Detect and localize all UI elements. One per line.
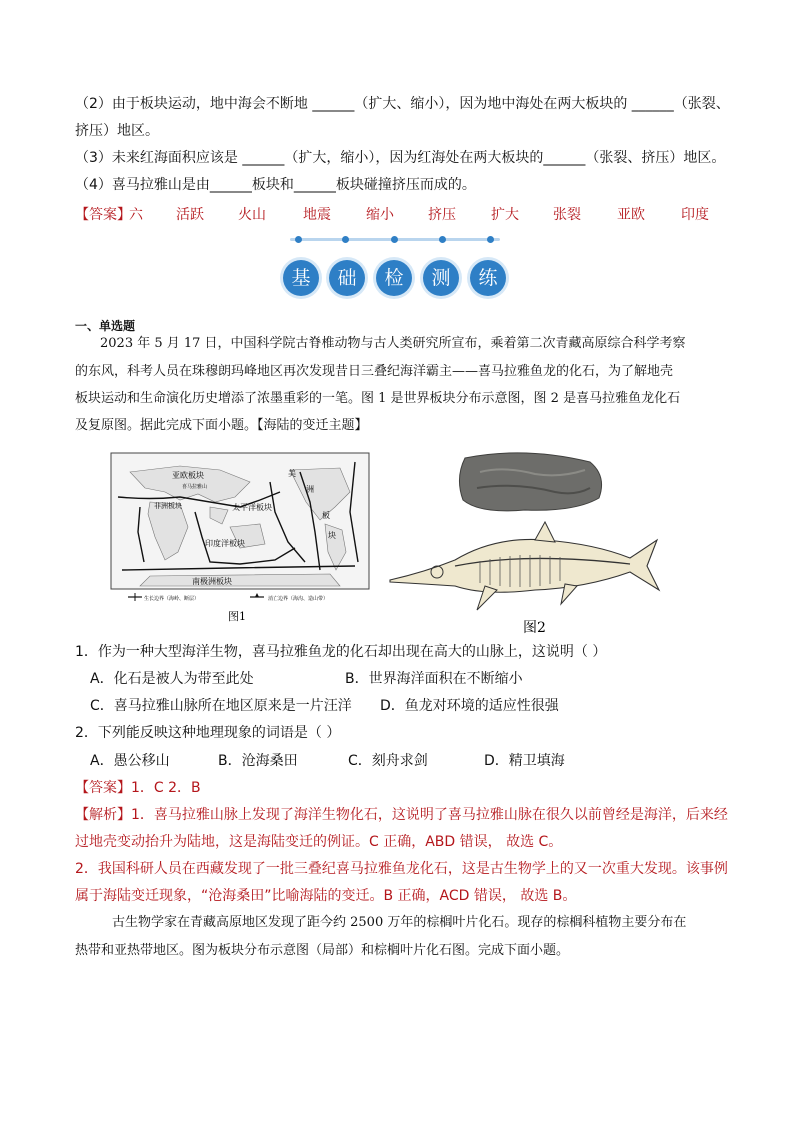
q2-line1: （2）由于板块运动，地中海会不断地 ______（扩大、缩小），因为地中海处在两大板块的 ______（张裂、 bbox=[75, 96, 730, 112]
title-char: 练 bbox=[470, 260, 506, 296]
q1-option-c: C．喜马拉雅山脉所在地区原来是一片汪洋 bbox=[90, 698, 352, 714]
legend-text: 消亡边界（海沟、造山带） bbox=[268, 596, 329, 602]
map-label: 美 bbox=[288, 469, 296, 478]
q2-option-a: A．愚公移山 bbox=[90, 753, 170, 769]
intro-line: 及复原图。据此完成下面小题。【海陆的变迁主题】 bbox=[75, 418, 368, 433]
divider-dot bbox=[342, 236, 349, 243]
intro-line: 板块运动和生命演化历史增添了浓墨重彩的一笔。图 1 是世界板块分布示意图，图 2 是喜马拉雅鱼龙化石 bbox=[75, 391, 681, 406]
answer-item: 缩小 bbox=[366, 207, 394, 223]
divider-dot bbox=[439, 236, 446, 243]
answer-label: 【答案】 bbox=[75, 207, 131, 223]
answer-item: 六 bbox=[129, 207, 143, 223]
map-label: 亚欧板块 bbox=[172, 471, 204, 480]
answer-key: 【答案】1．C 2．B bbox=[75, 780, 201, 796]
title-char: 检 bbox=[376, 260, 412, 296]
analysis-line-1 bbox=[75, 805, 728, 825]
analysis-line-4: 属于海陆变迁现象，“沧海桑田”比喻海陆的变迁。B 正确，ACD 错误， 故选 B。 bbox=[75, 888, 577, 904]
q2-option-b: B．沧海桑田 bbox=[218, 753, 298, 769]
map-label: 洲 bbox=[306, 485, 314, 494]
answer-item: 地震 bbox=[303, 207, 331, 223]
q1-option-b: B．世界海洋面积在不断缩小 bbox=[345, 671, 523, 687]
figure2-caption: 图2 bbox=[523, 620, 546, 636]
q1-stem: 1．作为一种大型海洋生物，喜马拉雅鱼龙的化石却出现在高大的山脉上，这说明（ ） bbox=[75, 644, 607, 660]
analysis-label: 【解析】 bbox=[75, 807, 131, 823]
figure1-plate-map bbox=[110, 452, 370, 624]
divider-dot bbox=[391, 236, 398, 243]
title-char: 础 bbox=[329, 260, 365, 296]
q2-option-d: D．精卫填海 bbox=[484, 753, 565, 769]
section-heading: 一、单选题 bbox=[75, 319, 136, 333]
map-label: 块 bbox=[328, 531, 336, 540]
answer-item: 挤压 bbox=[428, 207, 456, 223]
figure2-fossil-image bbox=[385, 448, 665, 638]
answer-item: 火山 bbox=[238, 207, 266, 223]
section-title-banner bbox=[280, 232, 510, 304]
intro2-line: 热带和亚热带地区。图为板块分布示意图（局部）和棕榈叶片化石图。完成下面小题。 bbox=[75, 943, 570, 958]
answer-item: 印度 bbox=[681, 207, 709, 223]
intro-line: 的东风，科考人员在珠穆朗玛峰地区再次发现昔日三叠纪海洋霸主——喜马拉雅鱼龙的化石，为了解地壳 bbox=[75, 364, 674, 379]
q2-option-c: C．刻舟求剑 bbox=[348, 753, 428, 769]
answer-row bbox=[75, 202, 735, 226]
analysis-text: 1．喜马拉雅山脉上发现了海洋生物化石，这说明了喜马拉雅山脉在很久以前曾经是海洋，后来经 bbox=[131, 807, 728, 823]
q3-text: （3）未来红海面积应该是 ______（扩大，缩小），因为红海处在两大板块的______（张裂、挤压）地区。 bbox=[75, 150, 726, 166]
q1-option-d: D．鱼龙对环境的适应性很强 bbox=[380, 698, 559, 714]
answer-item: 扩大 bbox=[491, 207, 519, 223]
analysis-line-2: 过地壳变动抬升为陆地，这是海陆变迁的例证。C 正确，ABD 错误， 故选 C。 bbox=[75, 834, 563, 850]
divider-dot bbox=[487, 236, 494, 243]
map-label: 太平洋板块 bbox=[232, 503, 272, 512]
map-label: 印度洋板块 bbox=[205, 539, 245, 548]
title-char: 测 bbox=[423, 260, 459, 296]
map-label: 板 bbox=[322, 511, 330, 520]
figure1-caption: 图1 bbox=[228, 610, 246, 623]
answer-item: 活跃 bbox=[176, 207, 204, 223]
q2-line2: 挤压）地区。 bbox=[75, 123, 159, 139]
map-label: 非洲板块 bbox=[154, 502, 182, 510]
divider-dot bbox=[295, 236, 302, 243]
intro-line: 2023 年 5 月 17 日，中国科学院古脊椎动物与古人类研究所宣布，乘着第二次青藏高原综合科学考察 bbox=[100, 336, 686, 351]
intro2-line: 古生物学家在青藏高原地区发现了距今约 2500 万年的棕榈叶片化石。现存的棕榈科植物主要分布在 bbox=[112, 915, 687, 930]
map-label: 喜马拉雅山 bbox=[182, 484, 208, 490]
q1-option-a: A．化石是被人为带至此处 bbox=[90, 671, 254, 687]
analysis-line-3: 2．我国科研人员在西藏发现了一批三叠纪喜马拉雅鱼龙化石，这是古生物学上的又一次重大发现。该事例 bbox=[75, 861, 728, 877]
q4-text: （4）喜马拉雅山是由______板块和______板块碰撞挤压而成的。 bbox=[75, 177, 476, 193]
title-char: 基 bbox=[283, 260, 319, 296]
answer-item: 张裂 bbox=[553, 207, 581, 223]
map-label: 南极洲板块 bbox=[192, 577, 232, 586]
q2-stem: 2．下列能反映这种地理现象的词语是（ ） bbox=[75, 725, 341, 741]
answer-item: 亚欧 bbox=[617, 207, 645, 223]
legend-text: 生长边界（海岭、断层） bbox=[144, 596, 200, 602]
